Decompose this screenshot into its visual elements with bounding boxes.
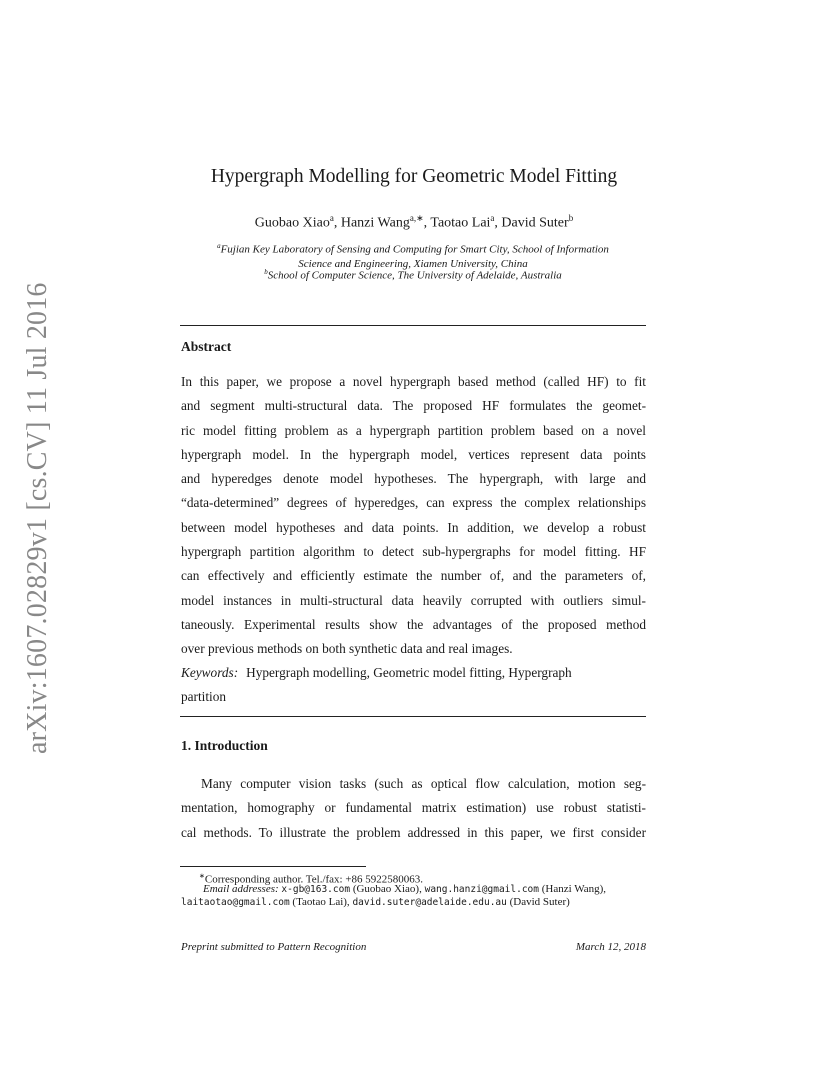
affiliation-mark: a (217, 242, 221, 250)
keywords (181, 661, 646, 710)
introduction-body (181, 772, 646, 845)
email-link[interactable]: laitaotao@gmail.com (181, 897, 290, 908)
author-name: Hanzi Wang (340, 215, 410, 231)
abstract-line: taneously. Experimental results show the advantages of the proposed method (181, 616, 646, 632)
abstract-line: and segment multi-structural data. The proposed HF formulates the geomet- (181, 398, 646, 414)
abstract-line: can effectively and efficiently estimate the number of, and the parameters of, (181, 568, 646, 584)
author-affiliation-mark: a (329, 213, 334, 223)
abstract-line: In this paper, we propose a novel hypergraph based method (called HF) to fit (181, 374, 646, 389)
author-affiliation-mark: b (568, 213, 574, 223)
keywords-text: partition (181, 689, 227, 705)
abstract-heading: Abstract (181, 339, 232, 354)
affiliation-b (180, 265, 646, 283)
email-owner: (Hanzi Wang), (541, 883, 607, 895)
paragraph-line: mentation, homography or fundamental matrix estimation) use robust statisti- (181, 800, 646, 816)
footnote-mark: ∗ (199, 872, 205, 880)
abstract-bottom-rule (180, 716, 646, 717)
author-affiliation-mark: a,∗ (409, 213, 424, 223)
email-owner: (David Suter) (509, 896, 570, 908)
author-name: Taotao Lai (430, 215, 491, 231)
author-affiliation-mark: a (490, 213, 495, 223)
abstract-line: ric model fitting problem as a hypergraph partition problem based on a novel (181, 422, 646, 438)
keywords-text: Hypergraph modelling, Geometric model fitting, Hypergraph (246, 665, 572, 680)
preprint-date: March 12, 2018 (575, 941, 646, 953)
abstract-line: model instances in multi-structural data heavily corrupted with outliers simul- (181, 592, 646, 608)
email-link[interactable]: x-gb@163.com (281, 884, 351, 895)
abstract-line: between model hypotheses and data points. In addition, we develop a robust (181, 519, 646, 535)
arxiv-identifier: arXiv:1607.02829v1 [cs.CV] 11 Jul 2016 (22, 282, 53, 754)
abstract-body (181, 370, 646, 662)
email-owner: (Taotao Lai), (292, 896, 350, 908)
abstract-top-rule (180, 325, 646, 326)
section-heading: 1. Introduction (181, 738, 268, 753)
preprint-note: Preprint submitted to Pattern Recognition (181, 941, 367, 953)
footnote-text: Corresponding author. Tel./fax: +86 5922580063. (204, 873, 424, 886)
affiliation-text: Fujian Key Laboratory of Sensing and Computing for Smart City, School of Information (220, 243, 609, 256)
paper-title: Hypergraph Modelling for Geometric Model Fitting (210, 166, 618, 187)
email-link[interactable]: wang.hanzi@gmail.com (424, 884, 539, 895)
abstract-line: over previous methods on both synthetic data and real images. (181, 641, 513, 657)
abstract-line: hypergraph partition algorithm to detect sub-hypergraphs for model fitting. HF (181, 544, 646, 560)
abstract-line: and hyperedges denote model hypotheses. The hypergraph, with large and (181, 471, 646, 487)
abstract-line: “data-determined” degrees of hyperedges, can express the complex relationships (181, 495, 646, 511)
author-name: Guobao Xiao (254, 215, 330, 231)
keywords-label: Keywords: (181, 665, 239, 680)
author-list: Guobao Xiao$^a$, Hanzi Wang$^{a,∗}$, Taotao Lai$^a$, David Suter$^b$ (254, 213, 574, 231)
paragraph-line: Many computer vision tasks (such as optical flow calculation, motion seg- (201, 776, 646, 791)
footnote-rule (180, 866, 366, 867)
affiliation-mark: b (264, 268, 268, 276)
affiliation-text: School of Computer Science, The University of Adelaide, Australia (267, 269, 562, 282)
author-name: David Suter (501, 215, 569, 231)
email-owner: (Guobao Xiao), (352, 883, 422, 895)
affiliation-text: Science and Engineering, Xiamen University, China (298, 257, 528, 270)
email-link[interactable]: david.suter@adelaide.edu.au (352, 897, 507, 908)
footnote-emails-cont (181, 895, 651, 910)
abstract-line: hypergraph model. In the hypergraph model, vertices represent data points (181, 446, 646, 462)
paragraph-line: cal methods. To illustrate the problem addressed in this paper, we first consider (181, 824, 646, 840)
email-label: Email addresses: (203, 883, 279, 895)
